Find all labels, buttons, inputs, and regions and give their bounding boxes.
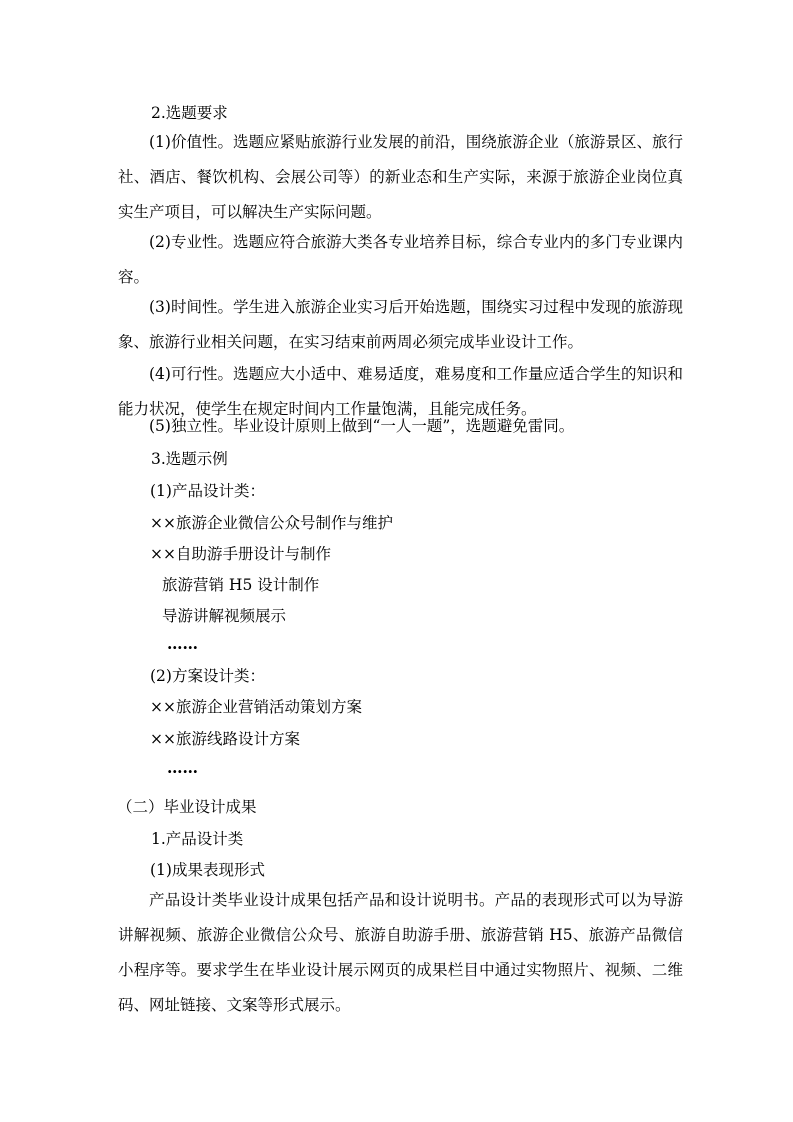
paragraph-feasibility: (4)可行性。选题应大小适中、难易适度，难易度和工作量应适合学生的知识和能力状况，使学生在规定时间内工作量饱满，且能完成任务。: [118, 365, 683, 418]
paragraph-time: (3)时间性。学生进入旅游企业实习后开始选题，围绕实习过程中发现的旅游现象、旅游行业相关问题，在实习结束前两周必须完成毕业设计工作。: [118, 298, 683, 351]
list-item: 导游讲解视频展示: [162, 607, 287, 625]
subheading-plan-design: (2)方案设计类：: [150, 667, 265, 685]
heading-product-design-category: 1.产品设计类: [151, 830, 244, 848]
paragraph-professional: (2)专业性。选题应符合旅游大类各专业培养目标，综合专业内的多门专业课内容。: [118, 233, 683, 286]
heading-selection-requirements: 2.选题要求: [151, 104, 228, 122]
list-item: ××旅游企业营销活动策划方案: [150, 698, 362, 716]
heading-topic-examples: 3.选题示例: [151, 450, 228, 468]
paragraph-independence: (5)独立性。毕业设计原则上做到“一人一题”，选题避免雷同。: [149, 417, 575, 435]
paragraph-value: (1)价值性。选题应紧贴旅游行业发展的前沿，围绕旅游企业（旅游景区、旅行社、酒店、餐饮机构、会展公司等）的新业态和生产实际，来源于旅游企业岗位真实生产项目，可以解决生产实际问题。: [118, 133, 683, 221]
subheading-product-design: (1)产品设计类：: [150, 482, 265, 500]
ellipsis: ……: [167, 758, 198, 777]
list-item: ××自助游手册设计与制作: [150, 545, 331, 563]
subheading-result-form: (1)成果表现形式: [150, 861, 265, 879]
list-item: ××旅游企业微信公众号制作与维护: [150, 514, 393, 532]
paragraph-result-description: 产品设计类毕业设计成果包括产品和设计说明书。产品的表现形式可以为导游讲解视频、旅游企业微信公众号、旅游自助游手册、旅游营销 H5、旅游产品微信小程序等。要求学生在毕业设计展示网页的成果栏目中通过实物照片、视频、二维码、网址链接、文案等形式展示。: [118, 891, 683, 1014]
list-item: ××旅游线路设计方案: [150, 730, 300, 748]
section-heading-design-results: （二）毕业设计成果: [117, 798, 257, 816]
list-item: 旅游营销 H5 设计制作: [162, 576, 320, 594]
ellipsis: ……: [167, 634, 198, 653]
